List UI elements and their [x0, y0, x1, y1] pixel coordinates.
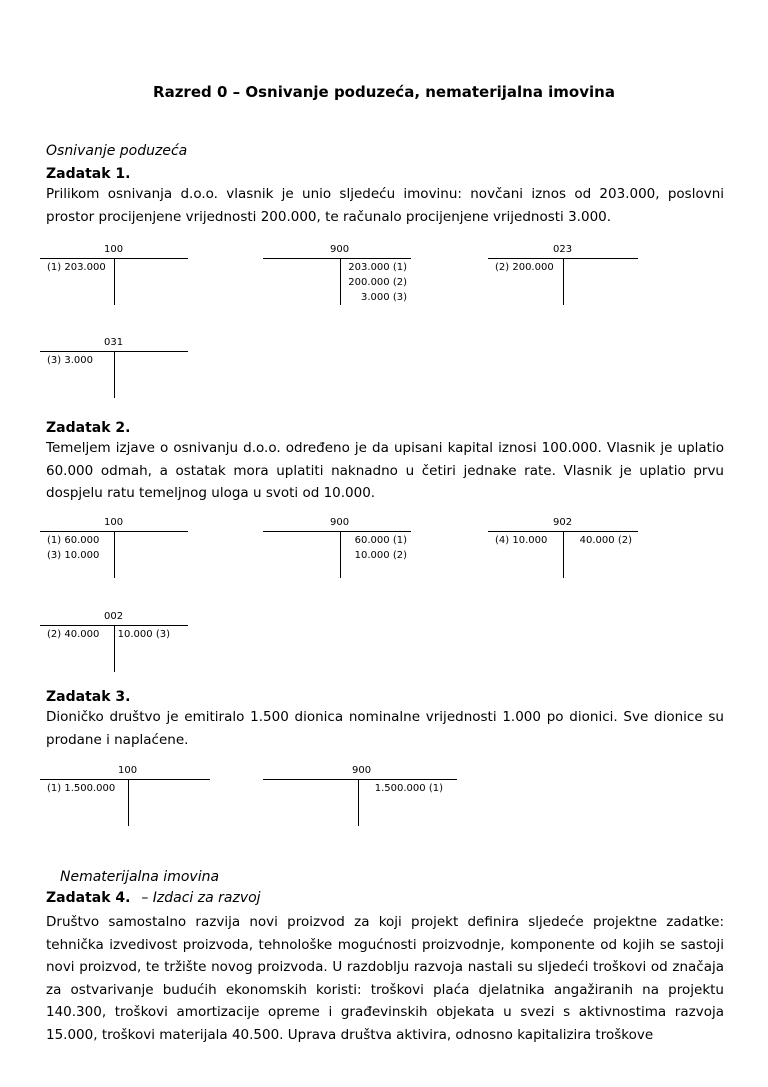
task-4-text: Društvo samostalno razvija novi proizvod za koji projekt definira sljedeće projektne zadatke: tehnička izvedivost proizvoda, tehnološke mogućnosti proizvodnje, komponente od kojih se sastoji novi proizvod, te tržište novog proizvoda. U razdoblju razvoja nastali su sljedeći troškovi od značaja za ostvarivanje budućih ekonomskih koristi: troškovi plaća djelatnika angažiranih na projektu 140.300, troškovi amortizacije opreme i građevinskih objekata u svezi s aktivnostima razvoja 15.000, troškovi materijala 40.500. Uprava društva aktivira, odnosno kapitalizira troškove	[46, 914, 724, 1043]
account-number: 002	[104, 611, 124, 622]
credit-entry: 203.000 (1)	[348, 262, 407, 273]
credit-entry: 10.000 (3)	[117, 629, 170, 640]
task-3-text: Dioničko društvo je emitiralo 1.500 dionica nominalne vrijednosti 1.000 po dionici. Sve dionice su prodane i naplaćene.	[46, 709, 724, 748]
section-heading-osnivanje: Osnivanje poduzeća	[46, 143, 188, 159]
t-account-900	[263, 243, 411, 305]
account-divider	[563, 532, 564, 578]
account-number: 902	[553, 517, 573, 528]
account-divider	[340, 259, 341, 305]
account-number: 100	[104, 244, 124, 255]
t-account-100	[40, 764, 210, 826]
account-number: 900	[330, 244, 350, 255]
credit-entry: 1.500.000 (1)	[374, 783, 443, 794]
t-account-002	[40, 610, 188, 672]
task-4-subtitle: – Izdaci za razvoj	[141, 890, 261, 906]
account-number: 031	[104, 337, 124, 348]
account-divider	[358, 780, 359, 826]
account-number: 900	[352, 765, 372, 776]
account-divider	[340, 532, 341, 578]
debit-entry: (3) 10.000	[47, 550, 100, 561]
debit-entry: (1) 1.500.000	[47, 783, 116, 794]
credit-entry: 40.000 (2)	[579, 535, 632, 546]
account-top-line	[263, 531, 411, 532]
credit-entry: 10.000 (2)	[354, 550, 407, 561]
account-number: 100	[118, 765, 138, 776]
t-account-100	[40, 243, 188, 305]
task-4-label: Zadatak 4.	[46, 890, 131, 906]
page-title: Razred 0 – Osnivanje poduzeća, nematerijalna imovina	[153, 83, 615, 101]
account-top-line	[263, 258, 411, 259]
task-1-heading: Zadatak 1.	[46, 166, 131, 182]
account-number: 900	[330, 517, 350, 528]
debit-entry: (4) 10.000	[495, 535, 548, 546]
credit-entry: 3.000 (3)	[361, 292, 407, 303]
account-top-line	[40, 779, 210, 780]
section-heading-nematerijalna: Nematerijalna imovina	[60, 869, 220, 885]
t-account-902	[488, 516, 638, 578]
account-number: 100	[104, 517, 124, 528]
credit-entry: 60.000 (1)	[354, 535, 407, 546]
t-account-900	[263, 764, 457, 826]
t-account-100	[40, 516, 188, 578]
t-account-023	[488, 243, 638, 305]
account-divider	[114, 259, 115, 305]
account-top-line	[263, 779, 457, 780]
account-divider	[563, 259, 564, 305]
account-number: 023	[553, 244, 573, 255]
account-divider	[114, 532, 115, 578]
task-4-heading	[46, 890, 261, 906]
task-3-heading: Zadatak 3.	[46, 689, 131, 705]
debit-entry: (3) 3.000	[47, 355, 93, 366]
debit-entry: (1) 203.000	[47, 262, 106, 273]
task-1-text: Prilikom osnivanja d.o.o. vlasnik je unio sljedeću imovinu: novčani iznos od 203.000, poslovni prostor procijenjene vrijednosti 200.000, te računalo procijenjene vrijednosti 3.000.	[46, 186, 724, 225]
credit-entry: 200.000 (2)	[348, 277, 407, 288]
debit-entry: (1) 60.000	[47, 535, 100, 546]
account-divider	[114, 626, 115, 672]
task-2-text: Temeljem izjave o osnivanju d.o.o. određeno je da upisani kapital iznosi 100.000. Vlasnik je uplatio 60.000 odmah, a ostatak mora uplatiti naknadno u četiri jednake rate. Vlasnik je uplatio prvu dospjelu ratu temeljnog uloga u svoti od 10.000.	[46, 440, 724, 501]
debit-entry: (2) 200.000	[495, 262, 554, 273]
debit-entry: (2) 40.000	[47, 629, 100, 640]
t-account-031	[40, 336, 188, 398]
t-account-900	[263, 516, 411, 578]
task-2-heading: Zadatak 2.	[46, 420, 131, 436]
account-divider	[128, 780, 129, 826]
account-divider	[114, 352, 115, 398]
